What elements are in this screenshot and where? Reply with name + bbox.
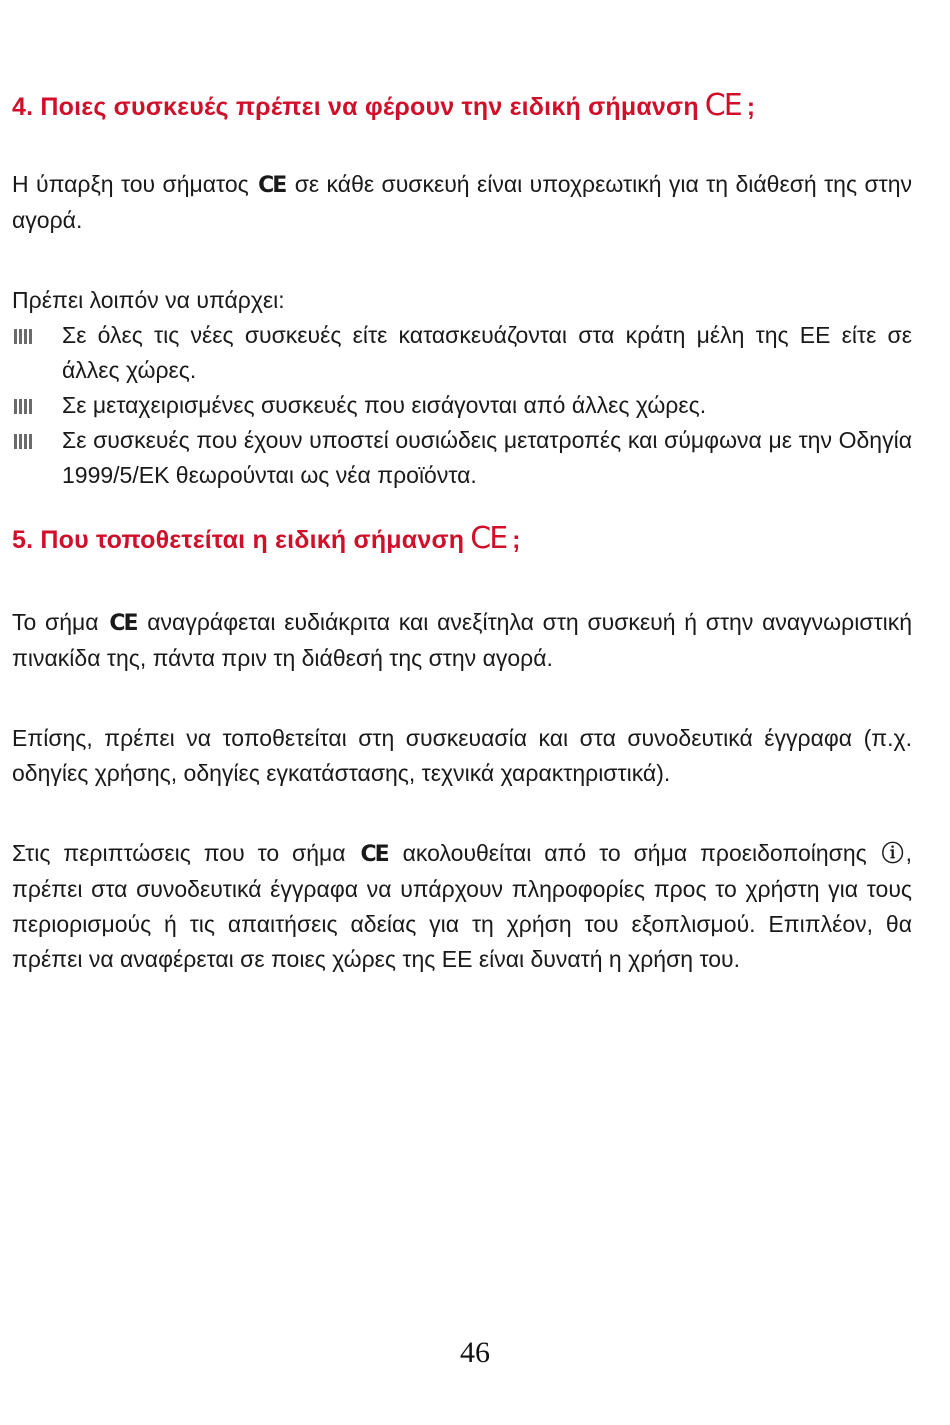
document-page — [12, 86, 912, 977]
section-5-heading-text: 5. Που τοποθετείται η ειδική σήμανση — [12, 526, 465, 554]
section-5-p3-middle: ακολουθείται από το σήμα προειδοποίησης — [402, 840, 867, 866]
list-item — [12, 423, 912, 493]
section-4-heading — [12, 86, 912, 127]
section-4-paragraph-1 — [12, 167, 912, 238]
bullet-icon — [14, 399, 34, 414]
section-5-heading — [12, 519, 912, 560]
section-4-heading-text: 4. Ποιες συσκευές πρέπει να φέρουν την ειδική σήμανση — [12, 93, 699, 121]
section-5-p1-after: αναγράφεται ευδιάκριτα και ανεξίτηλα στη συσκευή ή στην αναγνωριστική πινακίδα της, πάντα πριν τη διάθεσή της στην αγορά. — [12, 609, 913, 671]
bullet-icon — [14, 434, 34, 449]
section-5-p1-before: Το σήμα — [12, 609, 99, 635]
section-4-heading-end: ; — [746, 93, 756, 121]
section-5-heading-end: ; — [512, 526, 521, 554]
ce-mark-icon: CE — [470, 521, 507, 556]
list-item — [12, 318, 912, 388]
bullet-icon — [14, 329, 34, 344]
ce-mark-icon: CE — [109, 611, 137, 636]
ce-mark-icon: CE — [360, 842, 388, 867]
alert-sign-icon: ⓘ — [881, 842, 904, 867]
ce-mark-icon: CE — [704, 88, 741, 123]
list-item-text: Σε συσκευές που έχουν υποστεί ουσιώδεις μετατροπές και σύμφωνα με την Οδηγία 1999/5/ΕΚ θεωρούνται ως νέα προϊόντα. — [62, 427, 912, 488]
page-number: 46 — [460, 1336, 490, 1369]
requirements-list — [12, 318, 912, 493]
section-4-p1-after: σε κάθε συσκευή είναι υποχρεωτική για τη διάθεσή της στην αγορά. — [12, 171, 913, 233]
section-4-p1-before: Η ύπαρξη του σήματος — [12, 171, 249, 197]
list-item-text: Σε μεταχειρισμένες συσκευές που εισάγονται από άλλες χώρες. — [62, 392, 707, 418]
section-5-paragraph-2: Επίσης, πρέπει να τοποθετείται στη συσκευασία και στα συνοδευτικά έγγραφα (π.χ. οδηγίες χρήσης, οδηγίες εγκατάστασης, τεχνικά χαρακτηριστικά). — [12, 725, 912, 786]
section-5-p3-before: Στις περιπτώσεις που το σήμα — [12, 840, 346, 866]
section-5-p3-after: , πρέπει στα συνοδευτικά έγγραφα να υπάρχουν πληροφορίες προς το χρήστη για τους περιορισμούς ή τις απαιτήσεις αδείας για τη χρήση του εξοπλισμού. Επιπλέον, θα πρέπει να αναφέρεται σε ποιες χώρες της ΕΕ είναι δυνατή η χρήση του. — [12, 840, 913, 972]
section-5-paragraph-1 — [12, 605, 912, 676]
list-item-text: Σε όλες τις νέες συσκευές είτε κατασκευάζονται στα κράτη μέλη της ΕΕ είτε σε άλλες χώρες. — [62, 322, 912, 383]
ce-mark-icon: CE — [258, 173, 286, 198]
section-5-paragraph-3 — [12, 836, 912, 977]
list-item — [12, 388, 912, 423]
section-4-paragraph-2: Πρέπει λοιπόν να υπάρχει: — [12, 287, 285, 313]
